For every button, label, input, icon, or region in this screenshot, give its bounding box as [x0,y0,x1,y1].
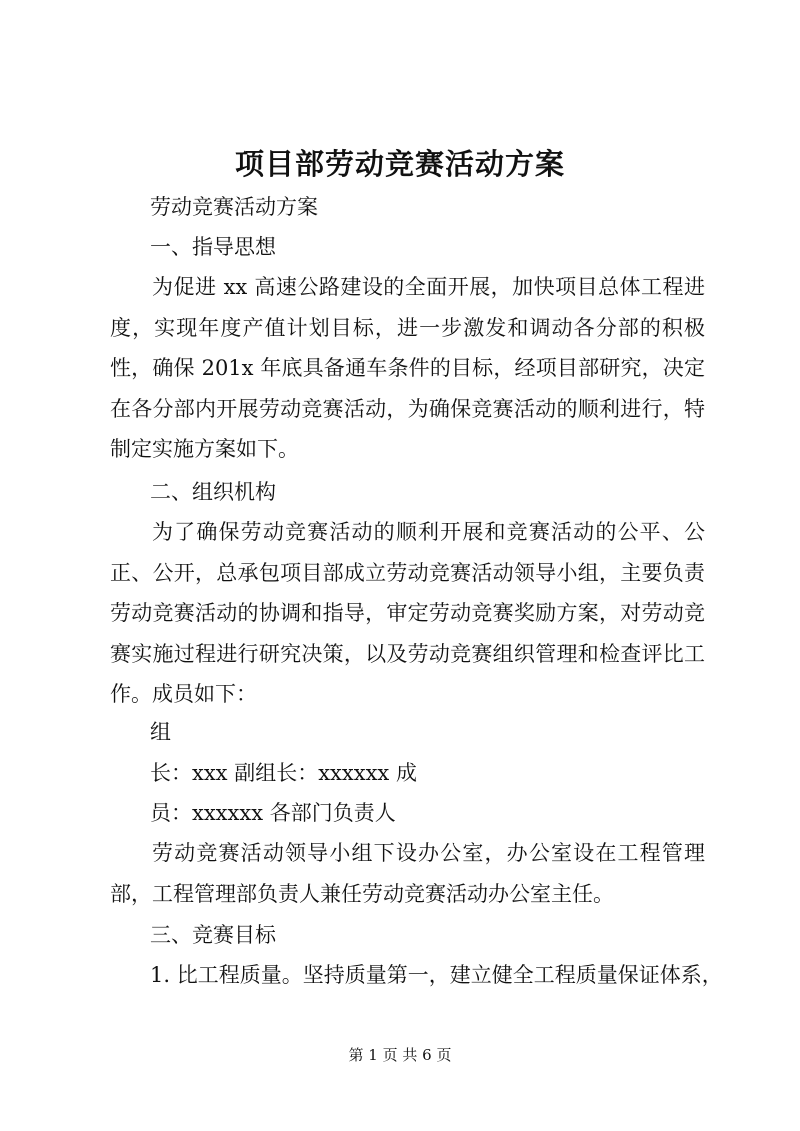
page-footer: 第 1 页 共 6 页 [348,1046,452,1064]
members-line-members: 员：xxxxxx 各部门负责人 [150,801,396,825]
goal-item-quality: 1. 比工程质量。坚持质量第一，建立健全工程质量保证体系， [150,963,723,987]
members-line-leaders: 长：xxx 副组长：xxxxxx 成 [150,761,417,785]
document-subtitle: 劳动竞赛活动方案 [150,195,318,219]
document-title: 项目部劳动竞赛活动方案 [234,147,565,181]
section-heading-guiding-thought: 一、指导思想 [150,235,276,259]
paragraph-guiding-thought: 为促进 xx 高速公路建设的全面开展，加快项目总体工程进度，实现年度产值计划目标，进一步激发和调动各分部的积极性，确保 201x 年底具备通车条件的目标，经项目部研究，决定在各分部内开展劳动竞赛活动，为确保竞赛活动的顺利进行，特制定实施方案如下。 [110,275,705,462]
members-line-leader-label: 组 [150,720,171,744]
paragraph-office: 劳动竞赛活动领导小组下设办公室，办公室设在工程管理部，工程管理部负责人兼任劳动竞赛活动办公室主任。 [110,841,705,906]
section-heading-organization: 二、组织机构 [150,480,276,504]
section-heading-competition-goals: 三、竞赛目标 [150,923,276,947]
paragraph-organization: 为了确保劳动竞赛活动的顺利开展和竞赛活动的公平、公正、公开，总承包项目部成立劳动竞赛活动领导小组，主要负责劳动竞赛活动的协调和指导，审定劳动竞赛奖励方案，对劳动竞赛实施过程进行研究决策，以及劳动竞赛组织管理和检查评比工作。成员如下： [110,520,705,707]
